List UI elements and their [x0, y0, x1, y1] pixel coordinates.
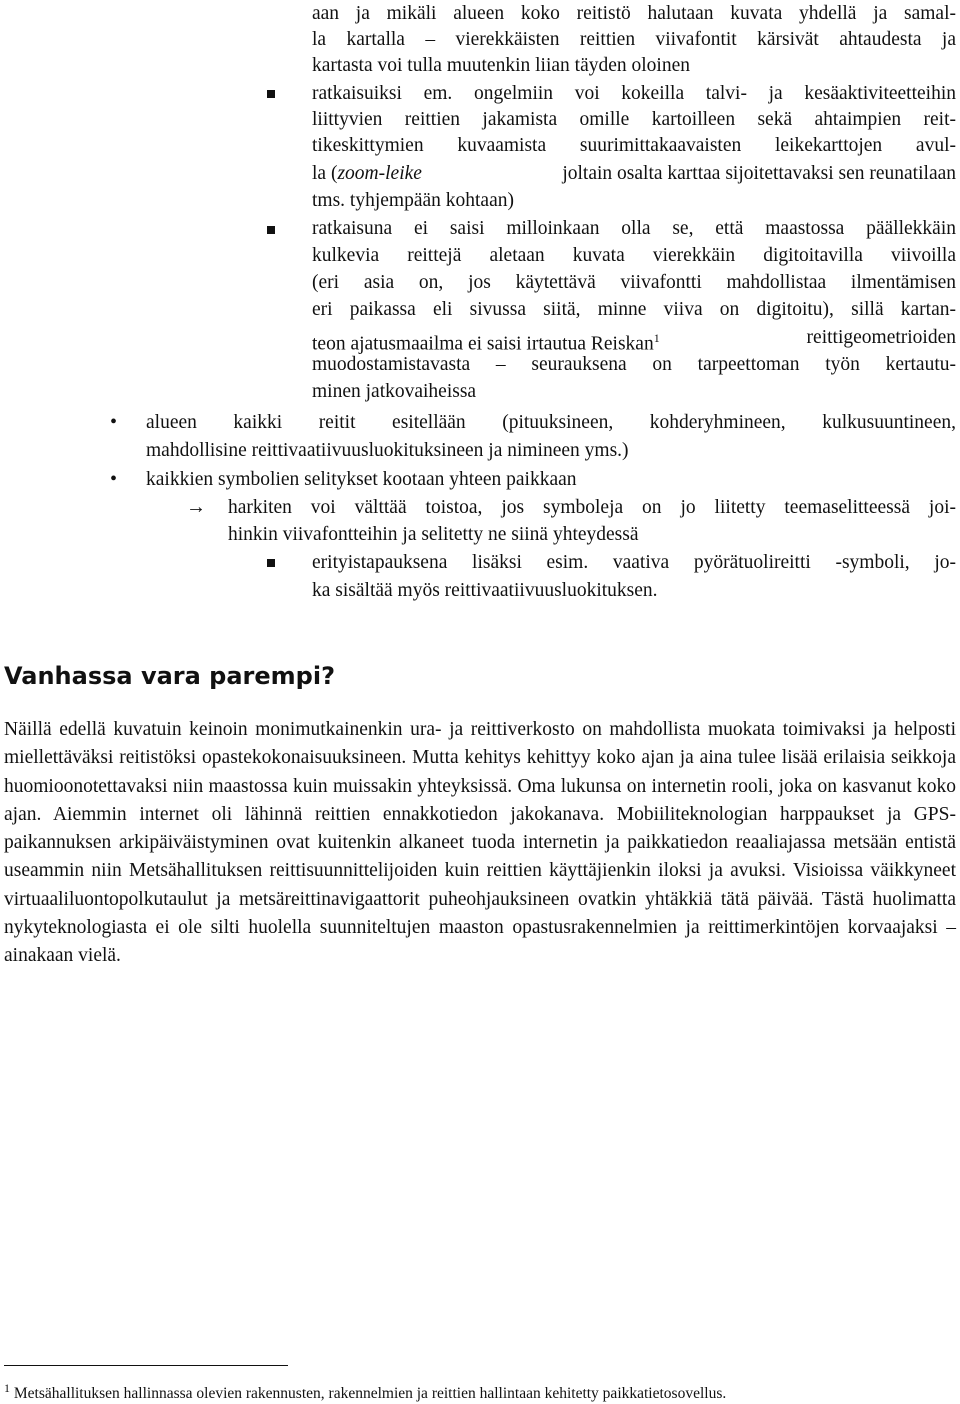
text-line: mahdollisine reittivaatiivuusluokituksineen ja nimineen yms.) — [146, 440, 629, 461]
arrow-icon: → — [186, 496, 206, 518]
text-line: kartasta voi tulla muutenkin liian täyden oloinen — [312, 55, 690, 76]
text-line: ka sisältää myös reittivaatiivuusluokituksen. — [312, 580, 658, 601]
text-line: muodostamistavasta – seurauksena on tarpeettoman työn kertautu- — [312, 354, 956, 375]
text-line: eri paikassa eli sivussa siitä, minne viiva on digitoitu), sillä kartan- — [312, 299, 956, 320]
round-bullet-icon: • — [110, 468, 118, 490]
text-line: liittyvien reittien jakamista omille kartoilleen sekä ahtaimpien reit- — [312, 109, 956, 130]
text-line: la kartalla – vierekkäisten reittien viivafontit kärsivät ahtaudesta ja — [312, 29, 956, 50]
footnote-ref: 1 — [653, 331, 660, 345]
text-line: kaikkien symbolien selitykset kootaan yhteen paikkaan — [146, 469, 577, 490]
text-line: kulkevia reittejä aletaan kuvata vierekkäin digitoitavilla viivoilla — [312, 245, 956, 266]
text-line: erityistapauksena lisäksi esim. vaativa pyörätuolireitti -symboli, jo- — [312, 552, 956, 573]
text-fragment: joltain osalta karttaa sijoitettavaksi sen reunatilaan — [557, 163, 956, 184]
footnote — [4, 1378, 726, 1404]
square-bullet-icon — [267, 226, 275, 234]
text-line: ratkaisuna ei saisi milloinkaan olla se, että maastossa päällekkäin — [312, 218, 956, 239]
text-line-mixed — [312, 161, 956, 187]
body-paragraph: Näillä edellä kuvatuin keinoin monimutkainenkin ura- ja reittiverkosto on mahdollista muokata toimivaksi ja helposti miellettäväksi reitistöksi opastekokonaisuuksineen. Mutta kehitys kehittyy koko ajan ja aina tulee lisää erilaisia seikkoja huomioonotettavaksi niin maastossa kuin muissakin yhteyksissä. Oma lukunsa on internetin rooli, joka on kasvanut koko ajan. Aiemmin internet oli lähinnä reittien ennakkotiedon jakokanava. Mobiiliteknologian harppaukset ja GPS-paikannuksen arkipäiväistyminen ovat kuitenkin alkaneet tuoda internetin ja paikkatiedon reaaliajassa metsään entistä useammin niin Metsähallituksen reittisuunnittelijoiden kuin reittien käyttäjienkin iloksi ja avuksi. Visioissa väikkyneet virtuaaliluontopolkutaulut ja metsäreittinavigaattorit puheohjauksineen ovatkin yhtäkkiä tätä päivää. Tästä huolimatta nykyteknologiasta ei ole silti huolella suunniteltujen maaston opastusrakennelmien ja reittimerkintöjen korvaajaksi – ainakaan vielä. — [4, 719, 956, 967]
text-line: tms. tyhjempään kohtaan) — [312, 190, 514, 211]
section-heading: Vanhassa vara parempi? — [4, 662, 335, 690]
footnote-divider — [4, 1365, 288, 1366]
text-fragment: teon ajatusmaailma ei saisi irtautua Reiskan — [312, 333, 654, 355]
text-line: (eri asia on, jos käytettävä viivafontti mahdollistaa ilmentämisen — [312, 272, 956, 293]
text-line: aan ja mikäli alueen koko reitistö halutaan kuvata yhdellä ja samal- — [312, 3, 956, 24]
text-line: minen jatkovaiheissa — [312, 381, 477, 402]
text-fragment: reittigeometrioiden — [801, 327, 956, 348]
square-bullet-icon — [267, 559, 275, 567]
round-bullet-icon: • — [110, 411, 118, 433]
text-line: harkiten voi välttää toistoa, jos symboleja on jo liitetty teemaselitteessä joi- — [228, 497, 956, 518]
footnote-text: Metsähallituksen hallinnassa olevien rakennusten, rakennelmien ja reittien hallintaan kehitetty paikkatietosovellus. — [10, 1385, 727, 1403]
zoom-leike-term: zoom-leike — [337, 163, 422, 184]
text-line: ratkaisuiksi em. ongelmiin voi kokeilla talvi- ja kesäaktiviteetteihin — [312, 83, 956, 104]
square-bullet-icon — [267, 90, 275, 98]
text-fragment: la ( — [312, 163, 338, 184]
footnote-mark: 1 — [4, 1381, 10, 1395]
text-line: tikeskittymien kuvaamista suurimittakaavaisten leikekarttojen avul- — [312, 135, 956, 156]
text-line: hinkin viivafontteihin ja selitetty ne siinä yhteydessä — [228, 524, 639, 545]
text-line: alueen kaikki reitit esitellään (pituuksineen, kohderyhmineen, kulkusuuntineen, — [146, 412, 956, 433]
